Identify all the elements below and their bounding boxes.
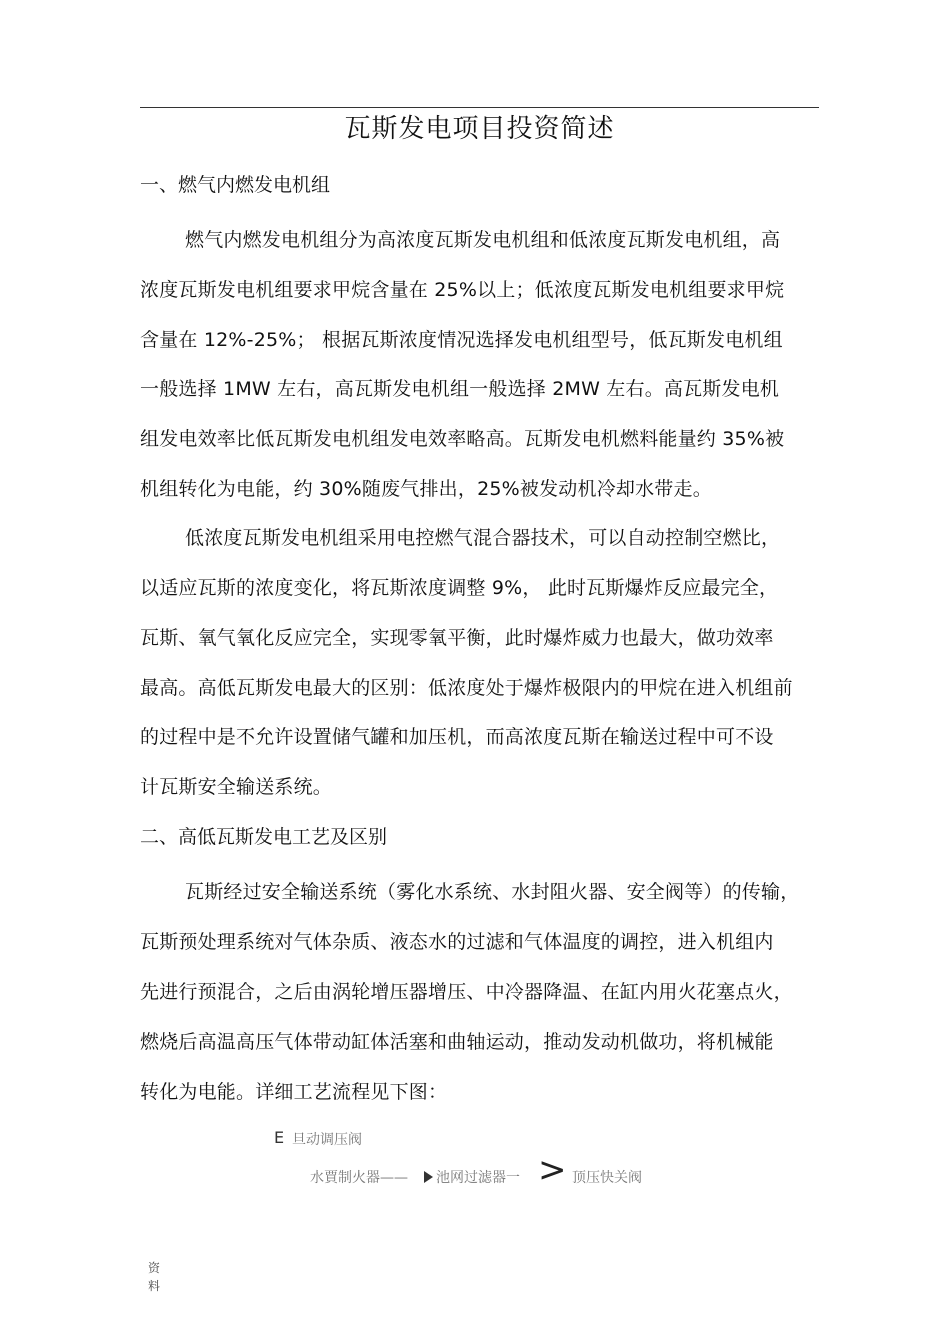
flow-label-bottom-mid: 池网过滤器一 [436,1170,520,1186]
paragraph-line: 低浓度瓦斯发电机组采用电控燃气混合器技术，可以自动控制空燃比， [185,527,781,549]
flow-label-bottom-right: 顶压快关阀 [572,1170,642,1186]
top-rule-divider [140,107,819,108]
paragraph-line: 计瓦斯安全输送系统。 [140,776,333,798]
footer-stamp-line: 料 [147,1279,160,1293]
paragraph-line: 瓦斯预处理系统对气体杂质、液态水的过滤和气体温度的调控，进入机组内 [140,931,774,953]
flow-label-bottom-left: 水賈制火器—— [310,1170,408,1186]
paragraph-line: 先进行预混合，之后由涡轮增压器增压、中冷器降温、在缸内用火花塞点火， [140,981,793,1003]
footer-stamp [147,1259,161,1295]
paragraph-line: 瓦斯、氧气氧化反应完全，实现零氧平衡，此时爆炸威力也最大，做功效率 [140,627,774,649]
paragraph-line: 燃烧后高温高压气体带动缸体活塞和曲轴运动，推动发动机做功，将机械能 [140,1031,774,1053]
paragraph-line: 浓度瓦斯发电机组要求甲烷含量在 25%以上；低浓度瓦斯发电机组要求甲烷 [140,279,785,301]
paragraph-line: 组发电效率比低瓦斯发电机组发电效率略高。瓦斯发电机燃料能量约 35%被 [140,428,785,450]
flow-label-top: 旦动调压阀 [292,1132,362,1148]
section-heading-2: 二、高低瓦斯发电工艺及区别 [140,826,388,848]
paragraph-line: 最高。高低瓦斯发电最大的区别：低浓度处于爆炸极限内的甲烷在进入机组前 [140,677,793,699]
footer-stamp-line: 资 [147,1261,160,1275]
paragraph-line: 一般选择 1MW 左右，高瓦斯发电机组一般选择 2MW 左右。高瓦斯发电机 [140,378,780,400]
flow-marker: E [274,1128,285,1147]
paragraph-line: 含量在 12%-25%； 根据瓦斯浓度情况选择发电机组型号，低瓦斯发电机组 [140,329,783,351]
flow-arrow-icon [424,1171,433,1183]
paragraph-line: 燃气内燃发电机组分为高浓度瓦斯发电机组和低浓度瓦斯发电机组，高 [185,229,781,251]
paragraph-line: 转化为电能。详细工艺流程见下图： [140,1081,448,1103]
paragraph-line: 的过程中是不允许设置储气罐和加压机，而高浓度瓦斯在输送过程中可不设 [140,726,774,748]
flow-greater-than-symbol: > [538,1150,567,1190]
paragraph-line: 机组转化为电能，约 30%随废气排出，25%被发动机冷却水带走。 [140,478,712,500]
document-title: 瓦斯发电项目投资简述 [344,114,615,144]
paragraph-line: 瓦斯经过安全输送系统（雾化水系统、水封阻火器、安全阀等）的传输， [185,881,800,903]
paragraph-line: 以适应瓦斯的浓度变化，将瓦斯浓度调整 9%， 此时瓦斯爆炸反应最完全， [140,577,779,599]
section-heading-1: 一、燃气内燃发电机组 [140,174,331,196]
